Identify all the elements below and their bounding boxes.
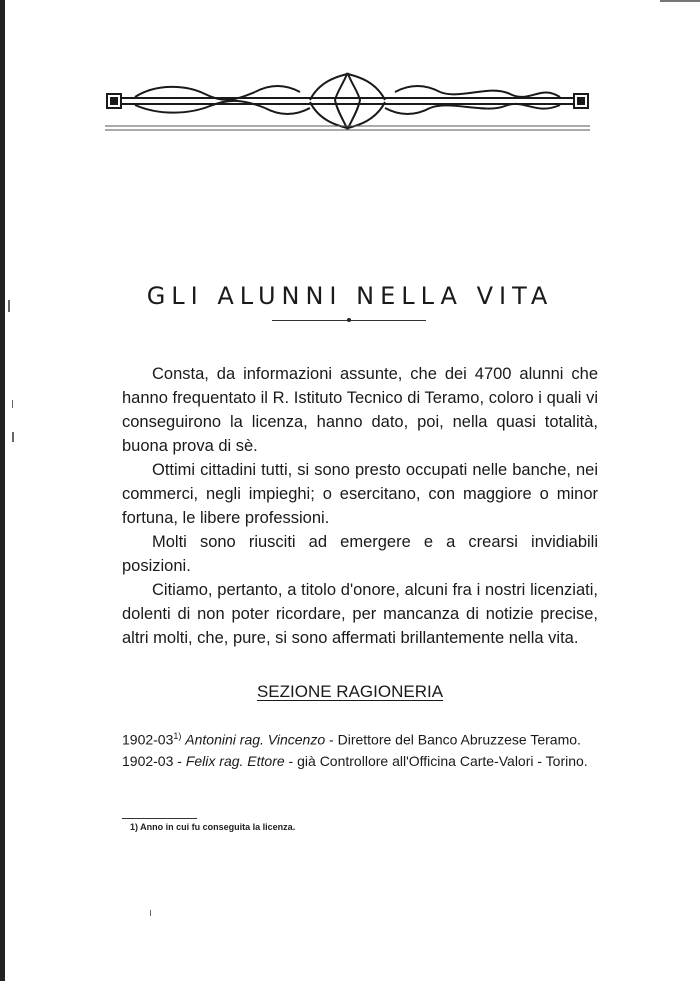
footnote-marker: 1) [173,731,182,741]
paragraph: Citiamo, pertanto, a titolo d'onore, alcuni fra i nostri licenziati, dolenti di non poter ricordare, per mancanza di notizie precise, altri molti, che, pure, si sono affermati brillantemente nella vita. [122,581,598,647]
scan-speck [150,910,151,916]
scan-speck [8,300,10,312]
entry-year: 1902-03 [122,752,174,769]
footnote: 1) Anno in cui fu conseguita la licenza. [130,822,296,832]
title-dot [347,318,351,322]
footnote-rule [122,818,197,819]
section-heading [0,682,700,702]
paragraph: Ottimi cittadini tutti, si sono presto occupati nelle banche, nei commerci, negli impieghi; o esercitano, con maggiore o minor fortuna, le libere professioni. [122,461,598,527]
entry-name: Felix rag. Ettore [185,752,285,769]
entry-year: 1902-03 [122,731,174,748]
entry-description: Direttore del Banco Abruzzese Teramo. [337,731,581,748]
section-title: SEZIONE RAGIONERIA [256,682,444,701]
paragraph: Molti sono riusciti ad emergere e a crearsi invidiabili posizioni. [122,533,598,575]
scan-speck [12,400,13,408]
page-corner-mark [660,0,700,2]
entry-description: già Controllore all'Officina Carte-Valori - Torino. [297,752,588,769]
entries-list [122,726,600,772]
art-nouveau-ornament [105,70,590,132]
list-item: 1902-03$^{1)}$ Antonini rag. Vincenzo - Direttore del Banco Abruzzese Teramo. [122,731,581,748]
page-title: GLI ALUNNI NELLA VITA [146,282,554,310]
body-text [122,362,598,650]
entry-name: Antonini rag. Vincenzo [185,731,326,748]
scan-speck [12,432,14,442]
page-edge-shadow [0,0,5,981]
paragraph: Consta, da informazioni assunte, che dei 4700 alunni che hanno frequentato il R. Istituto Tecnico di Teramo, coloro i quali vi conseguirono la licenza, hanno dato, poi, nella quasi totalità, buona prova di sè. [122,365,598,455]
list-item: 1902-03 - Felix rag. Ettore - già Controllore all'Officina Carte-Valori - Torino. [122,752,588,769]
